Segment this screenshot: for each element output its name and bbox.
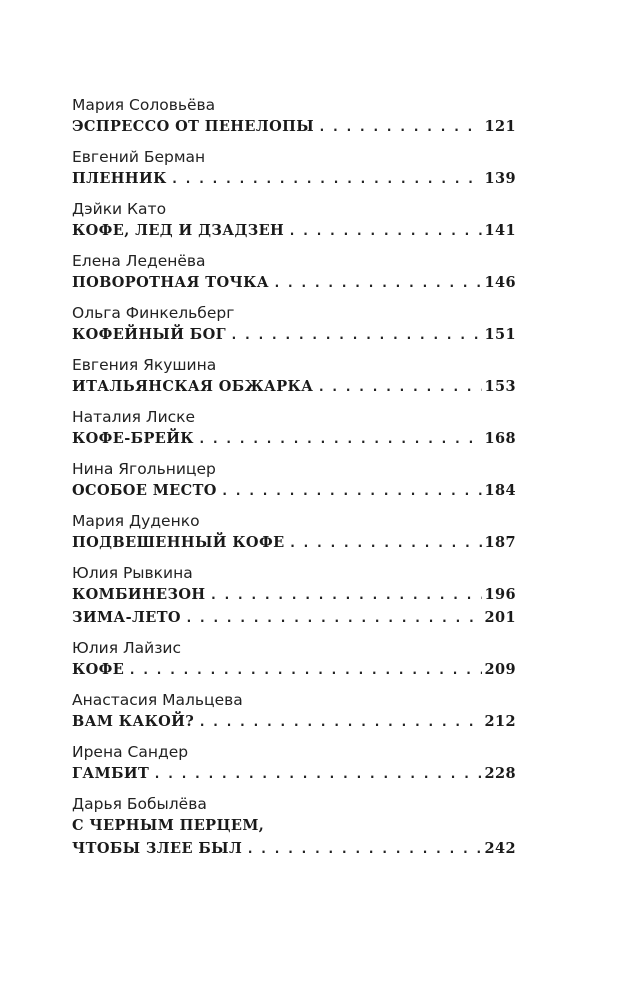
table-of-contents xyxy=(72,96,516,870)
toc-entry[interactable] xyxy=(72,219,516,242)
author-name: Дэйки Като xyxy=(72,200,167,218)
story-title: ЧТОБЫ ЗЛЕЕ БЫЛ xyxy=(72,840,243,857)
page-number: 228 xyxy=(484,765,516,782)
dot-leader xyxy=(128,659,481,682)
author-name: Юлия Лайзис xyxy=(72,639,182,657)
toc-group xyxy=(72,96,516,138)
story-title: ВАМ КАКОЙ? xyxy=(72,713,195,730)
page-number: 184 xyxy=(484,482,516,499)
dot-leader xyxy=(171,168,482,191)
page-number: 151 xyxy=(484,326,516,343)
dot-leader xyxy=(210,584,482,607)
toc-entry[interactable] xyxy=(72,271,516,294)
toc-group xyxy=(72,564,516,629)
page-number: 141 xyxy=(484,222,516,239)
dot-leader xyxy=(289,532,482,555)
toc-group xyxy=(72,743,516,785)
dot-leader xyxy=(246,838,481,861)
dot-leader xyxy=(317,376,481,399)
toc-group xyxy=(72,460,516,502)
toc-group xyxy=(72,795,516,860)
toc-entry[interactable] xyxy=(72,710,516,733)
toc-entry[interactable] xyxy=(72,658,516,681)
story-title: КОФЕ xyxy=(72,661,125,678)
author-name: Мария Дуденко xyxy=(72,512,200,530)
toc-entry[interactable] xyxy=(72,427,516,450)
page-number: 121 xyxy=(484,118,516,135)
toc-entry[interactable] xyxy=(72,531,516,554)
story-title: ПЛЕННИК xyxy=(72,170,167,187)
dot-leader xyxy=(153,763,481,786)
toc-group xyxy=(72,639,516,681)
author-name: Ирена Сандер xyxy=(72,743,189,761)
author-name: Елена Леденёва xyxy=(72,252,206,270)
toc-group xyxy=(72,252,516,294)
page-number: 242 xyxy=(484,840,516,857)
author-name: Анастасия Мальцева xyxy=(72,691,243,709)
story-title: КОФЕ, ЛЕД И ДЗАДЗЕН xyxy=(72,222,285,239)
toc-entry[interactable] xyxy=(72,375,516,398)
page-number: 196 xyxy=(484,586,516,603)
toc-entry[interactable] xyxy=(72,837,516,860)
toc-entry[interactable] xyxy=(72,583,516,606)
story-title: КОФЕ-БРЕЙК xyxy=(72,430,194,447)
toc-entry[interactable] xyxy=(72,479,516,502)
toc-entry[interactable] xyxy=(72,762,516,785)
author-name: Мария Соловьёва xyxy=(72,96,216,114)
toc-entry[interactable] xyxy=(72,606,516,629)
author-name: Евгений Берман xyxy=(72,148,206,166)
author-name: Юлия Рывкина xyxy=(72,564,193,582)
dot-leader xyxy=(185,607,482,630)
dot-leader xyxy=(198,711,481,734)
dot-leader xyxy=(230,324,481,347)
story-title-line[interactable]: С ЧЕРНЫМ ПЕРЦЕМ, xyxy=(72,817,265,834)
author-name: Нина Ягольницер xyxy=(72,460,216,478)
story-title: ПОДВЕШЕННЫЙ КОФЕ xyxy=(72,534,285,551)
toc-group xyxy=(72,304,516,346)
dot-leader xyxy=(318,116,482,139)
author-name: Наталия Лиске xyxy=(72,408,196,426)
page-number: 153 xyxy=(484,378,516,395)
page-number: 209 xyxy=(484,661,516,678)
page-number: 139 xyxy=(484,170,516,187)
toc-entry[interactable] xyxy=(72,323,516,346)
dot-leader xyxy=(273,272,482,295)
toc-group xyxy=(72,691,516,733)
toc-entry[interactable] xyxy=(72,115,516,138)
story-title: ПОВОРОТНАЯ ТОЧКА xyxy=(72,274,269,291)
page-number: 187 xyxy=(484,534,516,551)
toc-group xyxy=(72,200,516,242)
page-number: 212 xyxy=(484,713,516,730)
dot-leader xyxy=(221,480,482,503)
toc-group xyxy=(72,356,516,398)
toc-group xyxy=(72,512,516,554)
story-title: КОМБИНЕЗОН xyxy=(72,586,206,603)
story-title: КОФЕЙНЫЙ БОГ xyxy=(72,326,227,343)
story-title: ЗИМА-ЛЕТО xyxy=(72,609,181,626)
author-name: Дарья Бобылёва xyxy=(72,795,207,813)
toc-group xyxy=(72,408,516,450)
story-title: ОСОБОЕ МЕСТО xyxy=(72,482,217,499)
page-number: 146 xyxy=(484,274,516,291)
story-title: ГАМБИТ xyxy=(72,765,150,782)
dot-leader xyxy=(198,428,482,451)
dot-leader xyxy=(288,220,481,243)
story-title: ЭСПРЕССО ОТ ПЕНЕЛОПЫ xyxy=(72,118,315,135)
page-number: 201 xyxy=(484,609,516,626)
author-name: Ольга Финкельберг xyxy=(72,304,235,322)
page-number: 168 xyxy=(484,430,516,447)
author-name: Евгения Якушина xyxy=(72,356,217,374)
toc-group xyxy=(72,148,516,190)
toc-entry[interactable] xyxy=(72,167,516,190)
story-title: ИТАЛЬЯНСКАЯ ОБЖАРКА xyxy=(72,378,314,395)
